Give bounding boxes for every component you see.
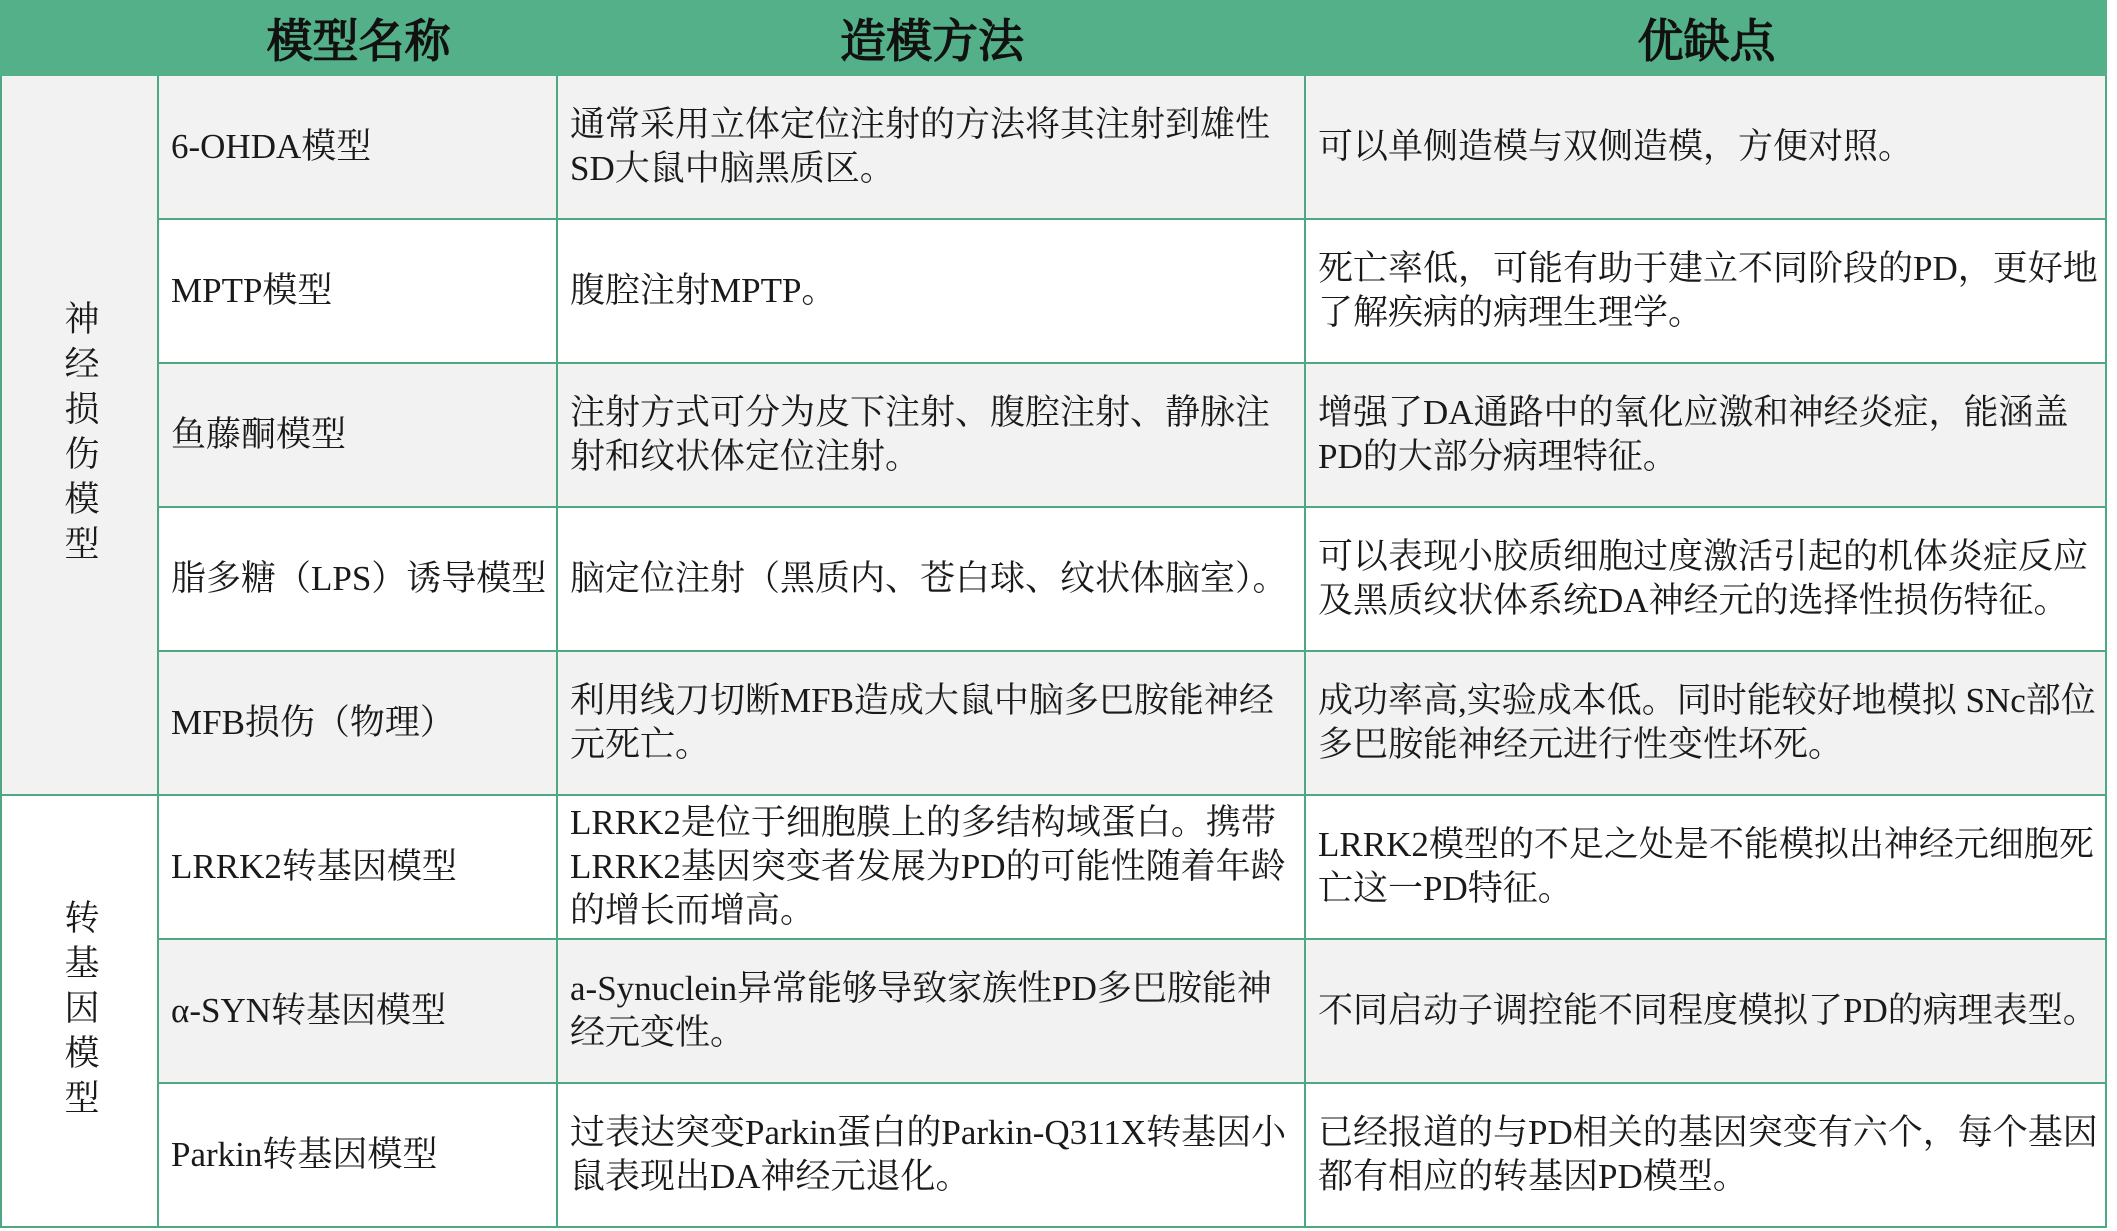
model-name-text: MFB损伤（物理）	[171, 703, 455, 742]
cell-method	[558, 1084, 1306, 1228]
header-cell-pros-cons	[1306, 0, 2107, 76]
method-text: 脑定位注射（黑质内、苍白球、纹状体脑室）。	[570, 559, 1288, 598]
cell-model-name	[159, 940, 558, 1084]
header-model-name-text: 模型名称	[266, 14, 451, 68]
cell-method	[558, 220, 1306, 364]
pros-cons-text: 可以表现小胶质细胞过度激活引起的机体炎症反应及黑质纹状体系统DA神经元的选择性损伤特征。	[1318, 537, 2089, 620]
cell-model-name	[159, 796, 558, 940]
model-name-text: LRRK2转基因模型	[171, 847, 457, 886]
cell-pros-cons	[1306, 508, 2107, 652]
cell-pros-cons	[1306, 1084, 2107, 1228]
cell-method	[558, 76, 1306, 220]
cell-pros-cons	[1306, 364, 2107, 508]
cell-method	[558, 508, 1306, 652]
pros-cons-text: 已经报道的与PD相关的基因突变有六个，每个基因都有相应的转基因PD模型。	[1318, 1113, 2098, 1196]
method-text: 利用线刀切断MFB造成大鼠中脑多巴胺能神经元死亡。	[570, 681, 1274, 764]
header-pros-cons-text: 优缺点	[1637, 14, 1776, 68]
method-text: 通常采用立体定位注射的方法将其注射到雄性SD大鼠中脑黑质区。	[570, 105, 1271, 188]
method-text: LRRK2是位于细胞膜上的多结构域蛋白。携带LRRK2基因突变者发展为PD的可能性随着年龄的增长而增高。	[570, 803, 1286, 930]
model-name-text: 鱼藤酮模型	[171, 415, 347, 454]
cell-model-name	[159, 652, 558, 796]
header-cell-model-name	[159, 0, 558, 76]
model-name-text: Parkin转基因模型	[171, 1135, 438, 1174]
group-label: 转基因模型	[60, 898, 99, 1124]
method-text: 腹腔注射MPTP。	[570, 271, 837, 310]
method-text: 注射方式可分为皮下注射、腹腔注射、静脉注射和纹状体定位注射。	[570, 393, 1271, 476]
cell-method	[558, 940, 1306, 1084]
cell-model-name	[159, 508, 558, 652]
cell-pros-cons	[1306, 220, 2107, 364]
model-name-text: 脂多糖（LPS）诱导模型	[171, 559, 547, 598]
method-text: a-Synuclein异常能够导致家族性PD多巴胺能神经元变性。	[570, 969, 1272, 1052]
cell-pros-cons	[1306, 940, 2107, 1084]
pros-cons-text: LRRK2模型的不足之处是不能模拟出神经元细胞死亡这一PD特征。	[1318, 825, 2094, 908]
pros-cons-text: 死亡率低，可能有助于建立不同阶段的PD，更好地了解疾病的病理生理学。	[1318, 249, 2098, 332]
pros-cons-text: 不同启动子调控能不同程度模拟了PD的病理表型。	[1318, 991, 2098, 1030]
method-text: 过表达突变Parkin蛋白的Parkin-Q311X转基因小鼠表现出DA神经元退化。	[570, 1113, 1287, 1196]
pros-cons-text: 可以单侧造模与双侧造模，方便对照。	[1318, 127, 1914, 166]
cell-method	[558, 796, 1306, 940]
header-cell-category	[0, 0, 159, 76]
model-name-text: MPTP模型	[171, 271, 333, 310]
cell-method	[558, 652, 1306, 796]
header-cell-method	[558, 0, 1306, 76]
group-label: 神经损伤模型	[60, 300, 99, 570]
model-name-text: 6-OHDA模型	[171, 127, 372, 166]
model-name-text: α-SYN转基因模型	[171, 991, 447, 1030]
pros-cons-text: 增强了DA通路中的氧化应激和神经炎症，能涵盖PD的大部分病理特征。	[1318, 393, 2069, 476]
group-cell-nerve-injury	[0, 76, 159, 796]
group-cell-transgenic	[0, 796, 159, 1228]
cell-model-name	[159, 76, 558, 220]
cell-pros-cons	[1306, 76, 2107, 220]
cell-model-name	[159, 364, 558, 508]
header-method-text: 造模方法	[840, 14, 1024, 68]
cell-method	[558, 364, 1306, 508]
cell-model-name	[159, 220, 558, 364]
cell-pros-cons	[1306, 652, 2107, 796]
cell-model-name	[159, 1084, 558, 1228]
cell-pros-cons	[1306, 796, 2107, 940]
pros-cons-text: 成功率高,实验成本低。同时能较好地模拟 SNc部位多巴胺能神经元进行性变性坏死。	[1318, 681, 2096, 764]
